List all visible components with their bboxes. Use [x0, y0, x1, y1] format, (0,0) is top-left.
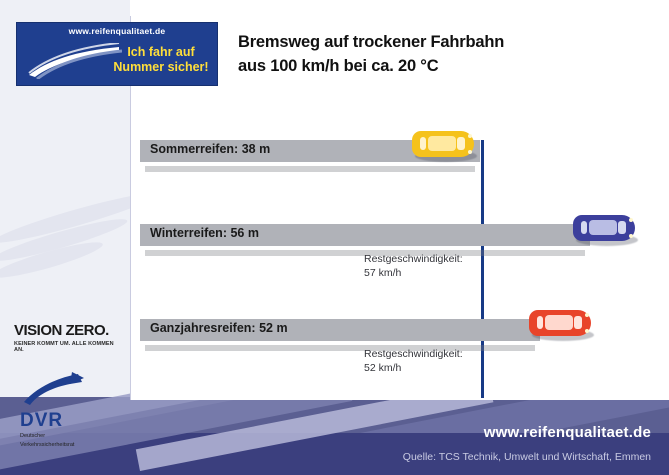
bar-winterreifen — [140, 224, 590, 246]
car-ganzjahresreifen — [529, 309, 591, 339]
chart-title — [238, 30, 638, 78]
chart-title-line2: aus 100 km/h bei ca. 20 °C — [238, 57, 439, 75]
bar-shadow — [145, 166, 475, 172]
dvr-logo — [20, 372, 120, 449]
vision-zero-subtitle: KEINER KOMMT UM. ALLE KOMMEN AN. — [14, 341, 114, 353]
dvr-arrow-icon — [20, 372, 86, 406]
dvr-subtitle-line1: Deutscher — [20, 433, 46, 439]
vision-zero-logo — [14, 322, 118, 353]
bar-ganzjahresreifen — [140, 319, 540, 341]
note-winterreifen: Restgeschwindigkeit: 57 km/h — [364, 253, 463, 279]
footer-url[interactable]: www.reifenqualitaet.de — [483, 424, 651, 441]
vision-zero-title: VISION ZERO. — [14, 322, 109, 339]
chart-title-line1: Bremsweg auf trockener Fahrbahn — [238, 33, 505, 51]
road-swoosh-icon — [27, 43, 122, 79]
logo-claim-line2: Nummer sicher! — [113, 60, 209, 74]
bar-label-winterreifen: Winterreifen: 56 m — [150, 226, 259, 240]
car-sommerreifen — [412, 130, 474, 160]
bar-label-ganzjahresreifen: Ganzjahresreifen: 52 m — [150, 321, 288, 335]
brand-logo-box — [16, 22, 218, 86]
logo-claim-line1: Ich fahr auf — [127, 45, 195, 59]
logo-url-text: www.reifenqualitaet.de — [68, 26, 166, 36]
bar-shadow — [145, 345, 535, 351]
bar-label-sommerreifen: Sommerreifen: 38 m — [150, 142, 271, 156]
logo-claim — [109, 45, 213, 75]
footer-source: Quelle: TCS Technik, Umwelt und Wirtschaft, Emmen — [402, 451, 651, 463]
car-winterreifen — [573, 214, 635, 244]
dvr-subtitle-line2: Verkehrssicherheitsrat — [20, 442, 75, 448]
dvr-wordmark: DVR — [20, 410, 64, 431]
reference-line — [481, 140, 484, 398]
note-ganzjahresreifen: Restgeschwindigkeit: 52 km/h — [364, 348, 463, 374]
